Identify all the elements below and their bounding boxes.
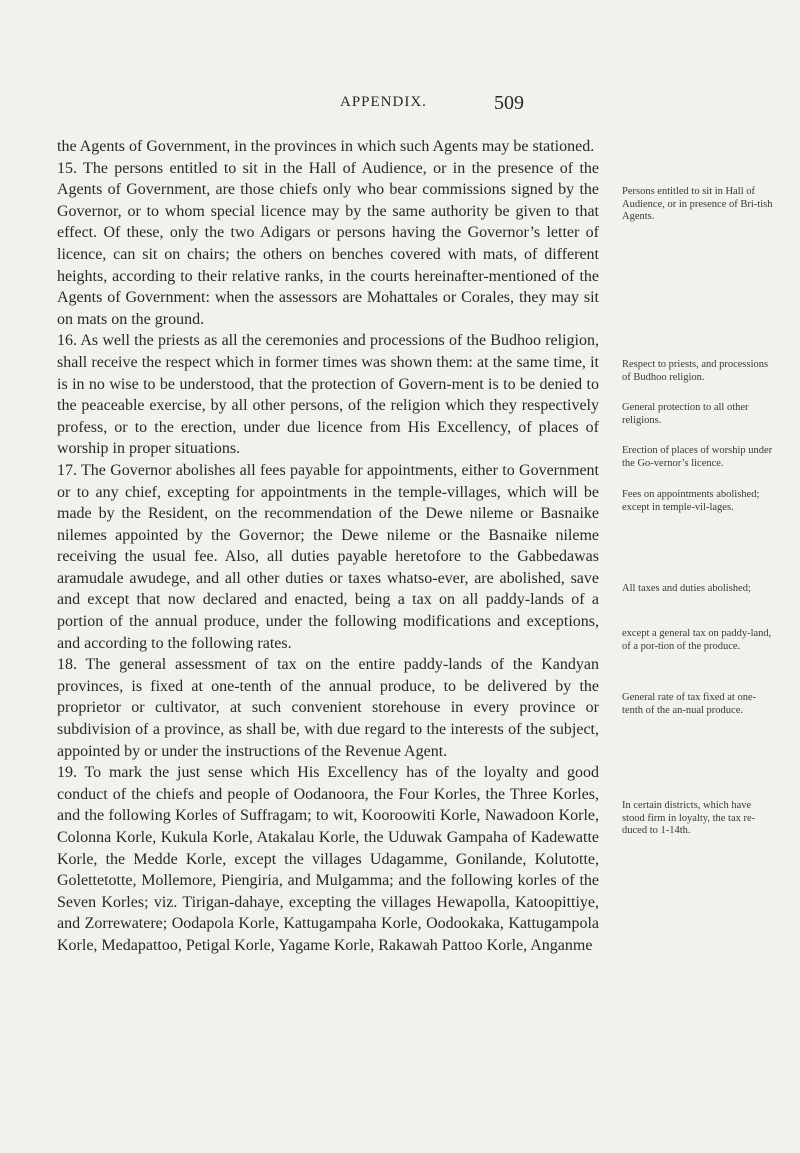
paragraph-17: 17. The Governor abolishes all fees payable for appointments, either to Government or to any chief, excepting for appointments in the temple-villages, which will be made by the Resident, on the recommendation of the Dewe nileme or Basnaike nilemes appointed by the Governor; the Dewe nileme or the Basnaike nileme receiving the usual fee. Also, all duties payable heretofore to the Gabbedawas aramudale awudege, and all other duties or taxes whatso-ever, are abolished, save and except that now declared and enacted, being a tax on all paddy-lands of a portion of the annual produce, under the following modifications and exceptions, and according to the following rates. — [57, 461, 599, 652]
page-number: 509 — [494, 92, 524, 114]
margin-note-paddy-tax: except a general tax on paddy-land, of a por-tion of the produce. — [622, 628, 772, 652]
margin-note-reduced-tax: In certain districts, which have stood firm in loyalty, the tax re-duced to 1-14th. — [622, 800, 756, 836]
paragraph-15: 15. The persons entitled to sit in the Hall of Audience, or in the presence of the Agents of Government, are those chiefs only who bear commissions signed by the Governor, or to whom special licence may by the same authority be given to that effect. Of these, only the two Adigars or persons having the Governor’s letter of licence, can sit on chairs; the others on benches covered with mats, of different heights, according to their relative ranks, in the courts hereinafter-mentioned of the Agents of Government: when the assessors are Mohattales or Corales, they may sit on mats on the ground. — [57, 159, 599, 328]
margin-note-budhoo-religion: Respect to priests, and processions of Budhoo religion. — [622, 359, 769, 383]
margin-note-hall-of-audience: Persons entitled to sit in Hall of Audience, or in presence of Bri-tish Agents. — [622, 186, 773, 222]
margin-note-other-religions: General protection to all other religions. — [622, 402, 749, 426]
main-text — [57, 136, 599, 957]
paragraph-18: 18. The general assessment of tax on the entire paddy-lands of the Kandyan provinces, is fixed at one-tenth of the annual produce, to be delivered by the proprietor or cultivator, at such convenient storehouse in every province or subdivision of a province, as shall be, with due regard to the interests of the subject, appointed by or under the instructions of the Revenue Agent. — [57, 656, 599, 760]
margin-note-taxes-abolished: All taxes and duties abolished; — [622, 583, 751, 594]
margin-note-one-tenth-rate: General rate of tax fixed at one-tenth of the an-nual produce. — [622, 692, 757, 716]
margin-note-places-of-worship: Erection of places of worship under the Go-vernor’s licence. — [622, 445, 773, 469]
paragraph-16: 16. As well the priests as all the ceremonies and processions of the Budhoo religion, shall receive the respect which in former times was shown them: at the same time, it is in no wise to be understood, that the protection of Govern-ment is to be denied to the peaceable exercise, by all other persons, of the religion which they respectively profess, or to the erection, under due licence from His Excellency, of places of worship in proper situations. — [57, 332, 599, 458]
running-title: APPENDIX. — [340, 94, 427, 110]
paragraph-continuation: the Agents of Government, in the provinces in which such Agents may be stationed. — [57, 138, 595, 155]
running-head — [0, 92, 800, 122]
margin-note-fees-abolished: Fees on appointments abolished; except in temple-vil-lages. — [622, 489, 760, 513]
paragraph-19: 19. To mark the just sense which His Excellency has of the loyalty and good conduct of the chiefs and people of Oodanoora, the Four Korles, the Three Korles, and the following Korles of Suffragam; to wit, Kooroowiti Korle, Nawadoon Korle, Colonna Korle, Kukula Korle, Atakalau Korle, the Uduwak Gampaha of Kadewatte Korle, the Medde Korle, except the villages Udagamme, Gonilande, Kolutotte, Golettetotte, Mollemore, Piengiria, and Mulgamma; and the following korles of the Seven Korles; viz. Tirigan-dahaye, excepting the villages Hewapolla, Katoopittiye, and Zorrewatere; Oodapola Korle, Kattugampaha Korle, Oodookaka, Kattugampola Korle, Medapattoo, Petigal Korle, Yagame Korle, Rakawah Pattoo Korle, Anganme — [57, 764, 599, 954]
